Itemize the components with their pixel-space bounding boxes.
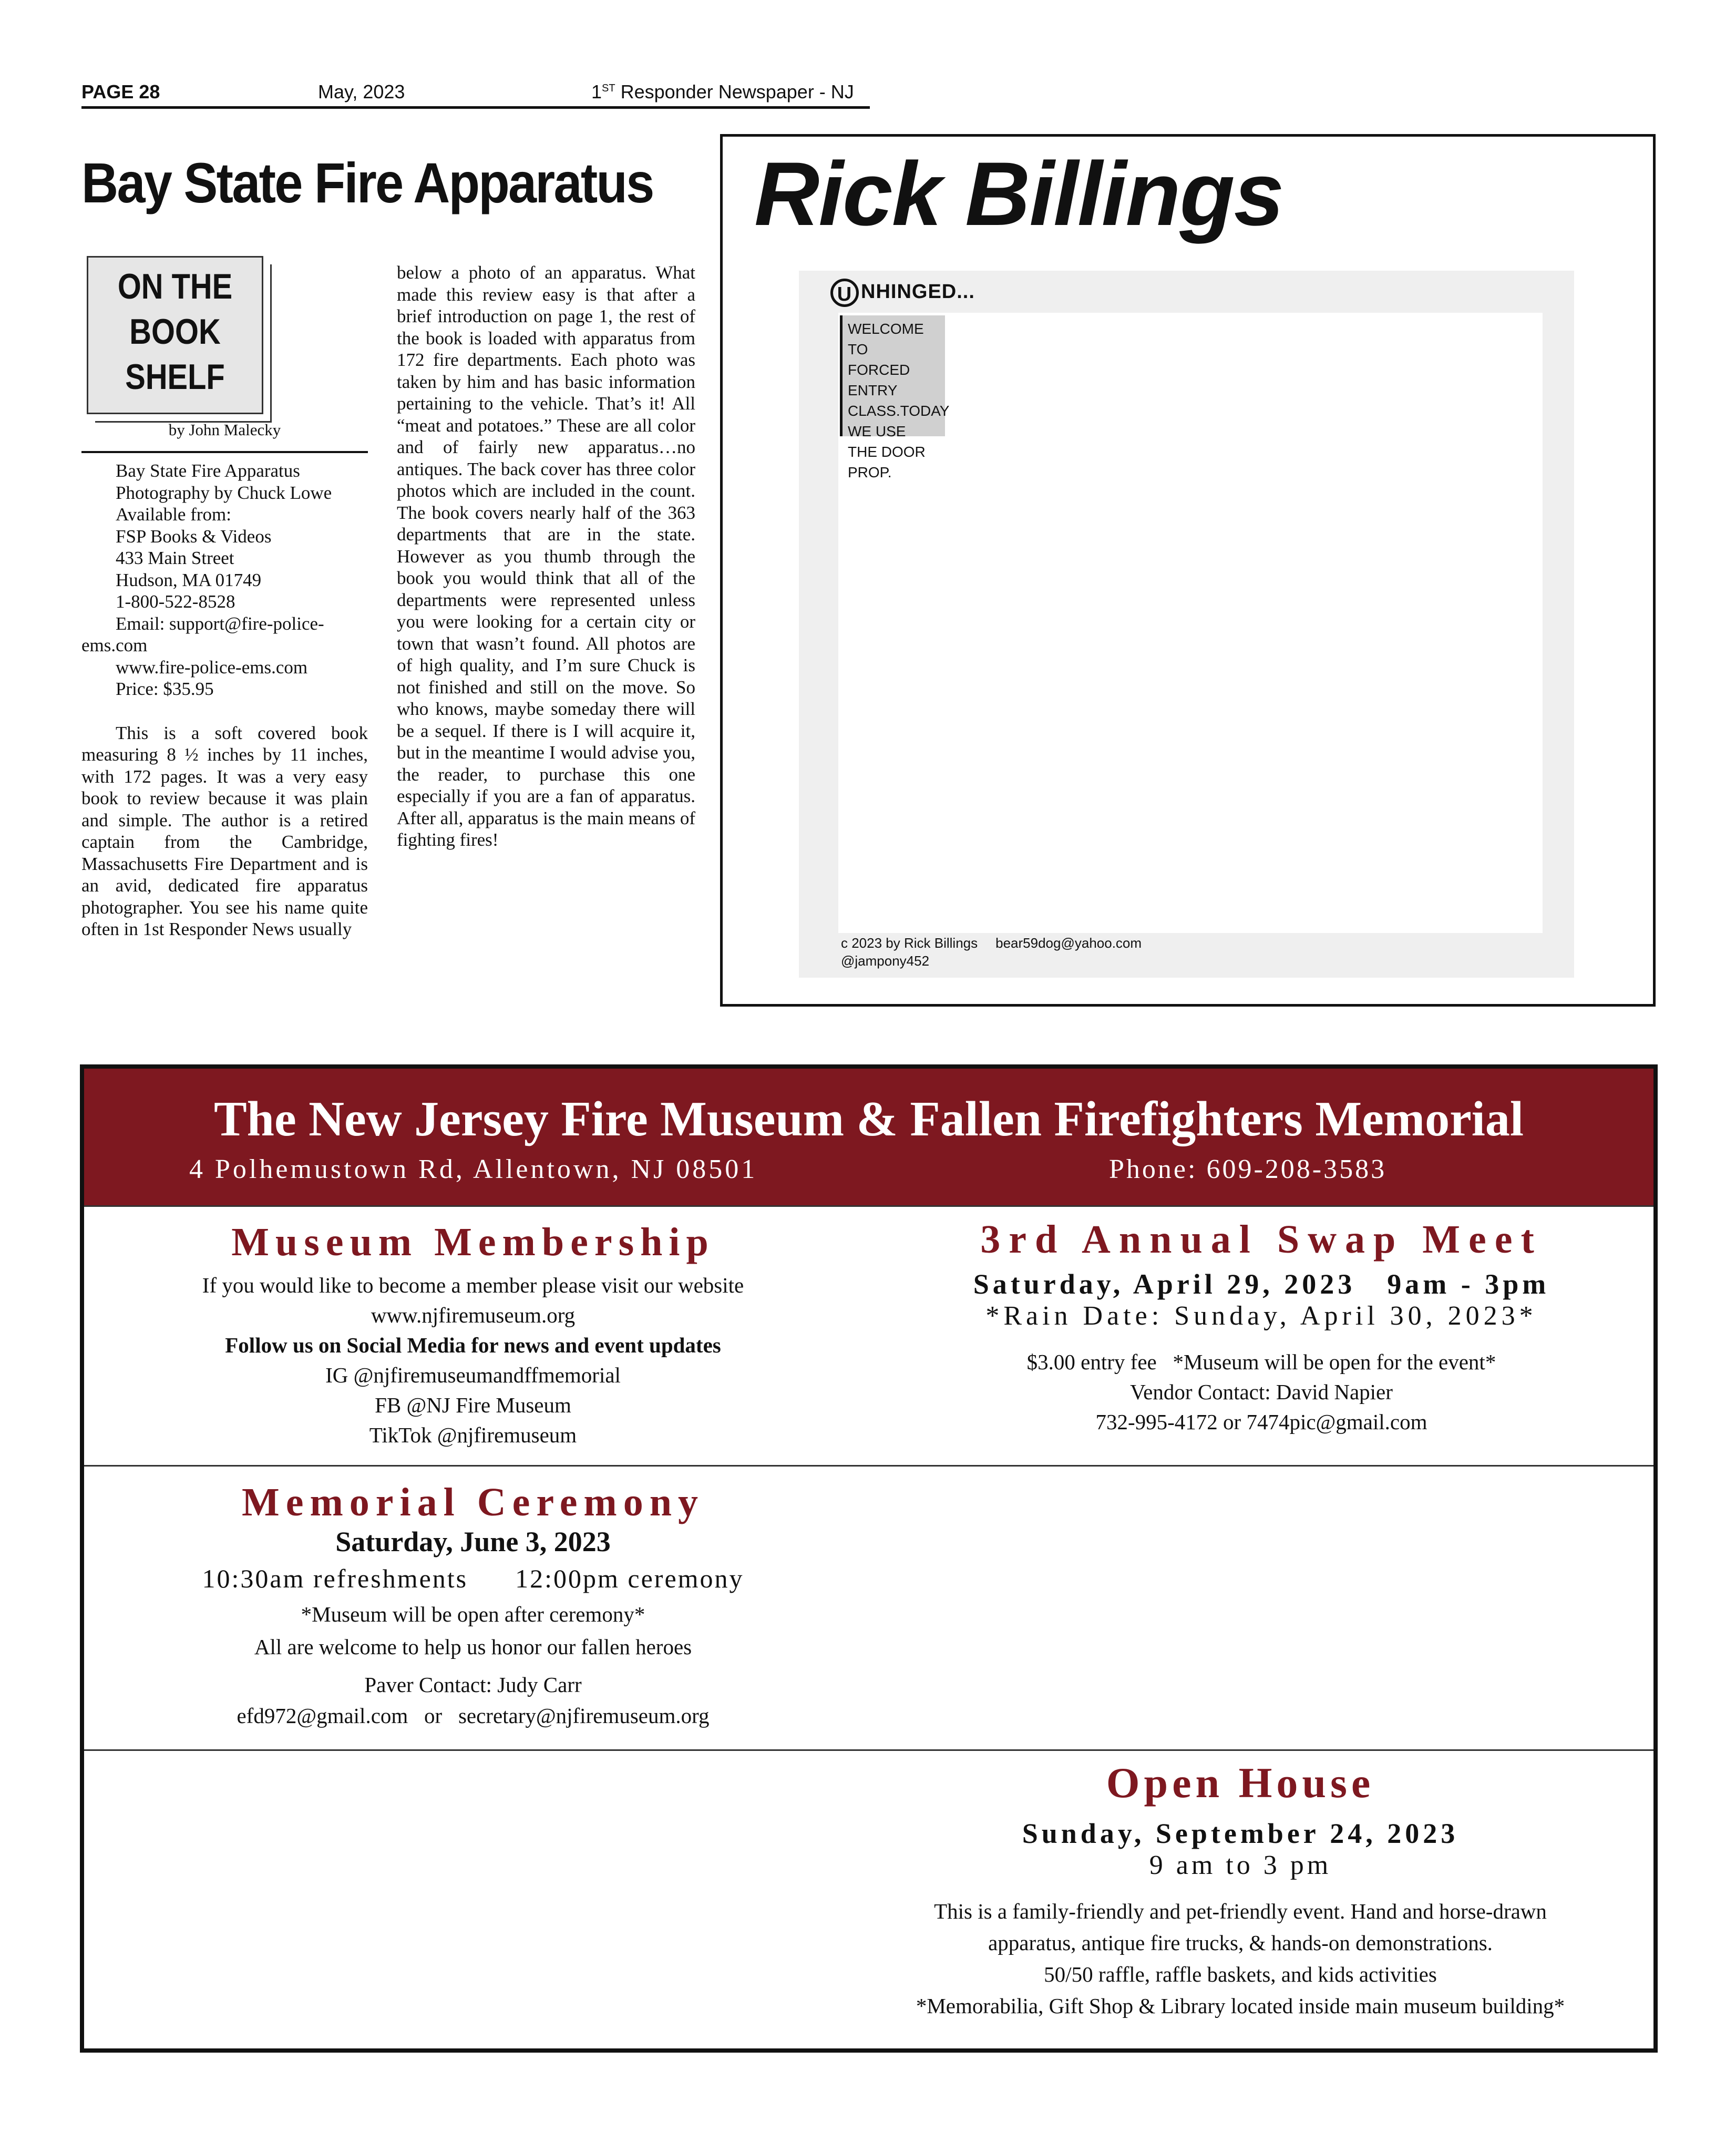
info-line: www.fire-police-ems.com [116, 657, 308, 678]
info-line: 1-800-522-8528 [116, 591, 235, 612]
vendor-contact: Vendor Contact: David Napier [1130, 1380, 1393, 1404]
membership-website: www.njfiremuseum.org [371, 1303, 576, 1327]
cartoon-caption [840, 315, 950, 480]
open-house-heading: Open House [1106, 1759, 1375, 1807]
facebook-handle: FB @NJ Fire Museum [375, 1393, 571, 1417]
brand-letter: U [830, 279, 859, 307]
ceremony-heading: Memorial Ceremony [241, 1480, 705, 1524]
info-line: Hudson, MA 01749 [116, 569, 262, 590]
caption-line: WE USE [848, 423, 906, 439]
cartoon-title: Rick Billings [754, 144, 1283, 244]
article-title: Bay State Fire Apparatus [81, 151, 653, 214]
open-house-desc: This is a family-friendly and pet-friendly event. Hand and horse-drawn [934, 1899, 1547, 1923]
column-badge-line: SHELF [125, 357, 225, 397]
column-badge-line: ON THE [117, 266, 233, 306]
caption-line: PROP. [848, 464, 892, 480]
brand-rest: NHINGED... [861, 281, 975, 303]
ceremony-welcome: All are welcome to help us honor our fallen heroes [254, 1635, 692, 1659]
membership-section [84, 1219, 862, 1450]
divider [84, 1749, 1653, 1751]
museum-title: The New Jersey Fire Museum & Fallen Firefighters Memorial [213, 1092, 1524, 1146]
museum-address: 4 Polhemustown Rd, Allentown, NJ 08501 [189, 1154, 758, 1184]
info-line: Price: $35.95 [116, 679, 214, 699]
article-column-1 [81, 460, 368, 940]
open-house-desc: 50/50 raffle, raffle baskets, and kids activities [1044, 1962, 1437, 1986]
ceremony-open-note: *Museum will be open after ceremony* [301, 1602, 645, 1626]
instagram-handle: IG @njfiremuseumandffmemorial [325, 1363, 621, 1387]
swap-meet-heading: 3rd Annual Swap Meet [980, 1217, 1543, 1262]
divider [81, 451, 368, 453]
info-line: Bay State Fire Apparatus [116, 460, 300, 481]
tiktok-handle: TikTok @njfiremuseum [369, 1423, 577, 1447]
cartoon-brand [830, 279, 975, 307]
info-line: 433 Main Street [116, 548, 234, 568]
ceremony-date: Saturday, June 3, 2023 [335, 1526, 611, 1557]
membership-text: If you would like to become a member please visit our website [202, 1273, 744, 1297]
caption-line: CLASS.TODAY [848, 403, 950, 419]
page-header [81, 79, 870, 109]
column-badge [87, 256, 263, 414]
social-heading: Follow us on Social Media for news and event updates [225, 1333, 721, 1357]
ceremony-refreshments: 10:30am refreshments [202, 1564, 468, 1593]
artist-handle: @jampony452 [841, 953, 930, 969]
open-house-time: 9 am to 3 pm [1149, 1850, 1332, 1880]
ceremony-time: 12:00pm ceremony [515, 1564, 744, 1593]
open-house-desc: *Memorabilia, Gift Shop & Library located inside main museum building* [916, 1994, 1565, 2018]
article-column-2 [397, 262, 695, 851]
swap-meet-rain-date: *Rain Date: Sunday, April 30, 2023* [985, 1301, 1537, 1331]
artist-email: bear59dog@yahoo.com [995, 935, 1142, 951]
paver-emails: efd972@gmail.com or secretary@njfiremuseum.org [237, 1704, 710, 1728]
issue-date: May, 2023 [318, 81, 405, 102]
article-paragraph: This is a soft covered book measuring 8 ½ inches by 11 inches, with 172 pages. It was a very easy book to review because it was plain and simple. The author is a retired captain from the Cambridge, Massachusetts Fire Department and is an avid, dedicated fire apparatus photographer. You see his name quite often in 1st Responder News usually [81, 722, 368, 939]
swap-meet-section [872, 1217, 1650, 1437]
swap-meet-date: Saturday, April 29, 2023 [973, 1268, 1356, 1300]
caption-line: THE DOOR [848, 444, 926, 460]
museum-phone: Phone: 609-208-3583 [1109, 1154, 1387, 1184]
column-badge-line: BOOK [129, 312, 221, 352]
publication-title: Responder Newspaper - NJ [615, 81, 854, 102]
paver-contact: Paver Contact: Judy Carr [364, 1673, 582, 1697]
info-line: FSP Books & Videos [116, 526, 272, 547]
publication-superscript: ST [602, 83, 615, 94]
info-line: Photography by Chuck Lowe [116, 482, 332, 503]
info-line: ems.com [81, 635, 148, 655]
page-number: PAGE 28 [81, 81, 160, 102]
cartoon-credit [841, 934, 1142, 970]
copyright-text: c 2023 by Rick Billings [841, 935, 978, 951]
open-house-date: Sunday, September 24, 2023 [1022, 1818, 1459, 1849]
caption-line: FORCED ENTRY [848, 362, 910, 398]
divider [84, 1205, 1653, 1207]
open-house-desc: apparatus, antique fire trucks, & hands-on demonstrations. [988, 1931, 1493, 1955]
info-line: Email: support@fire-police- [116, 613, 324, 634]
open-house-section [820, 1758, 1661, 2022]
membership-heading: Museum Membership [231, 1220, 715, 1264]
byline: by John Malecky [168, 421, 281, 439]
publication-name [591, 81, 854, 103]
swap-meet-fee: $3.00 entry fee *Museum will be open for the event* [1026, 1350, 1496, 1374]
swap-meet-time: 9am - 3pm [1387, 1268, 1550, 1300]
article-paragraph: below a photo of an apparatus. What made this review easy is that after a brief introduction on page 1, the rest of the book is loaded with apparatus from 172 fire departments. Each photo was taken by him and has basic information pertaining to the vehicle. That’s it! All “meat and potatoes.” These are all color and of fairly new apparatus…no antiques. The back cover has three color photos which are included in the count. The book covers nearly half of the 363 departments that are in the state. However as you thumb through the book you would think that all of the departments were represented unless you were looking for a certain city or town that wasn’t found. All photos are of high quality, and I’m sure Chuck is not finished and still on the move. So who knows, maybe someday there will be a sequel. If there is I will acquire it, but in the meantime I would advise you, the reader, to purchase this one especially if you are a fan of apparatus. After all, apparatus is the main means of fighting fires! [397, 262, 695, 850]
caption-line: WELCOME TO [848, 321, 924, 357]
vendor-phone-email: 732-995-4172 or 7474pic@gmail.com [1095, 1410, 1427, 1434]
publication-number: 1 [591, 81, 602, 102]
ceremony-section [84, 1480, 862, 1731]
info-line: Available from: [116, 504, 231, 525]
divider [84, 1465, 1653, 1467]
